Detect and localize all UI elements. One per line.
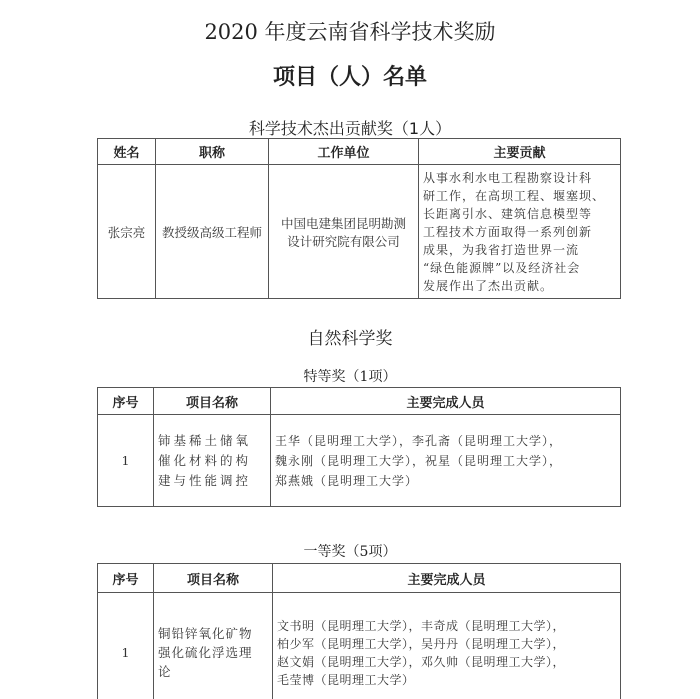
first-prize-heading: 一等奖（5项） [303,544,397,560]
person-name: 张宗亮 [98,165,156,299]
unit-line: 中国电建集团昆明勘测 [280,215,406,231]
document-subtitle: 项目（人）名单 [272,65,427,90]
outstanding-contribution-table [97,138,621,299]
section-heading-outstanding: 科学技术杰出贡献奖（1人） [248,119,452,138]
unit-line: 设计研究院有限公司 [287,233,400,249]
person-unit [269,165,419,299]
row-number: 1 [98,415,154,507]
header-contribution: 主要贡献 [419,139,621,165]
contribution-line: 长距离引水、建筑信息模型等 [423,206,593,221]
table-row [98,165,621,299]
header-no: 序号 [98,564,154,593]
project-line: 催化材料的构 [158,452,252,468]
project-name [154,593,273,699]
section-heading-natural-science: 自然科学奖 [307,329,393,349]
header-project: 项目名称 [154,388,271,415]
header-project: 项目名称 [154,564,273,593]
contribution-line: “绿色能源牌”以及经济社会 [423,260,581,275]
contribution-line: 发展作出了杰出贡献。 [423,278,554,293]
person-title: 教授级高级工程师 [156,165,269,299]
table-row [98,415,621,507]
first-prize-table [97,563,621,699]
contribution-line: 研工作，在高坝工程、堰塞坝、 [423,188,606,203]
people-line: 郑燕娥（昆明理工大学） [275,473,419,488]
header-people: 主要完成人员 [271,388,621,415]
contribution-line: 成果，为我省打造世界一流 [423,242,580,257]
person-contribution [419,165,621,299]
project-people [271,415,621,507]
project-people [273,593,621,699]
header-name: 姓名 [98,139,156,165]
contribution-line: 从事水利水电工程勘察设计科 [423,170,593,185]
people-line: 柏少军（昆明理工大学），吴丹丹（昆明理工大学）， [277,636,566,651]
header-unit: 工作单位 [269,139,419,165]
people-line: 文书明（昆明理工大学），丰奇成（昆明理工大学）， [277,618,566,633]
row-number: 1 [98,593,154,699]
project-name [154,415,271,507]
people-line: 王华（昆明理工大学），李孔斋（昆明理工大学）， [275,433,563,448]
special-prize-table [97,387,621,507]
project-line: 铈基稀土储氧 [158,432,252,448]
special-prize-heading: 特等奖（1项） [303,369,397,385]
project-line: 论 [158,664,172,679]
header-title: 职称 [156,139,269,165]
project-line: 铜铅锌氧化矿物 [158,626,253,641]
header-people: 主要完成人员 [273,564,621,593]
people-line: 赵文娟（昆明理工大学），邓久帅（昆明理工大学）， [277,654,566,669]
document-title: 2020 年度云南省科学技术奖励 [204,20,496,44]
table-row [98,593,621,699]
project-line: 强化硫化浮选理 [158,645,253,660]
people-line: 魏永刚（昆明理工大学），祝星（昆明理工大学）， [275,453,563,468]
header-no: 序号 [98,388,154,415]
contribution-line: 工程技术方面取得一系列创新 [423,224,593,239]
project-line: 建与性能调控 [158,472,252,488]
people-line: 毛莹博（昆明理工大学） [277,672,415,687]
